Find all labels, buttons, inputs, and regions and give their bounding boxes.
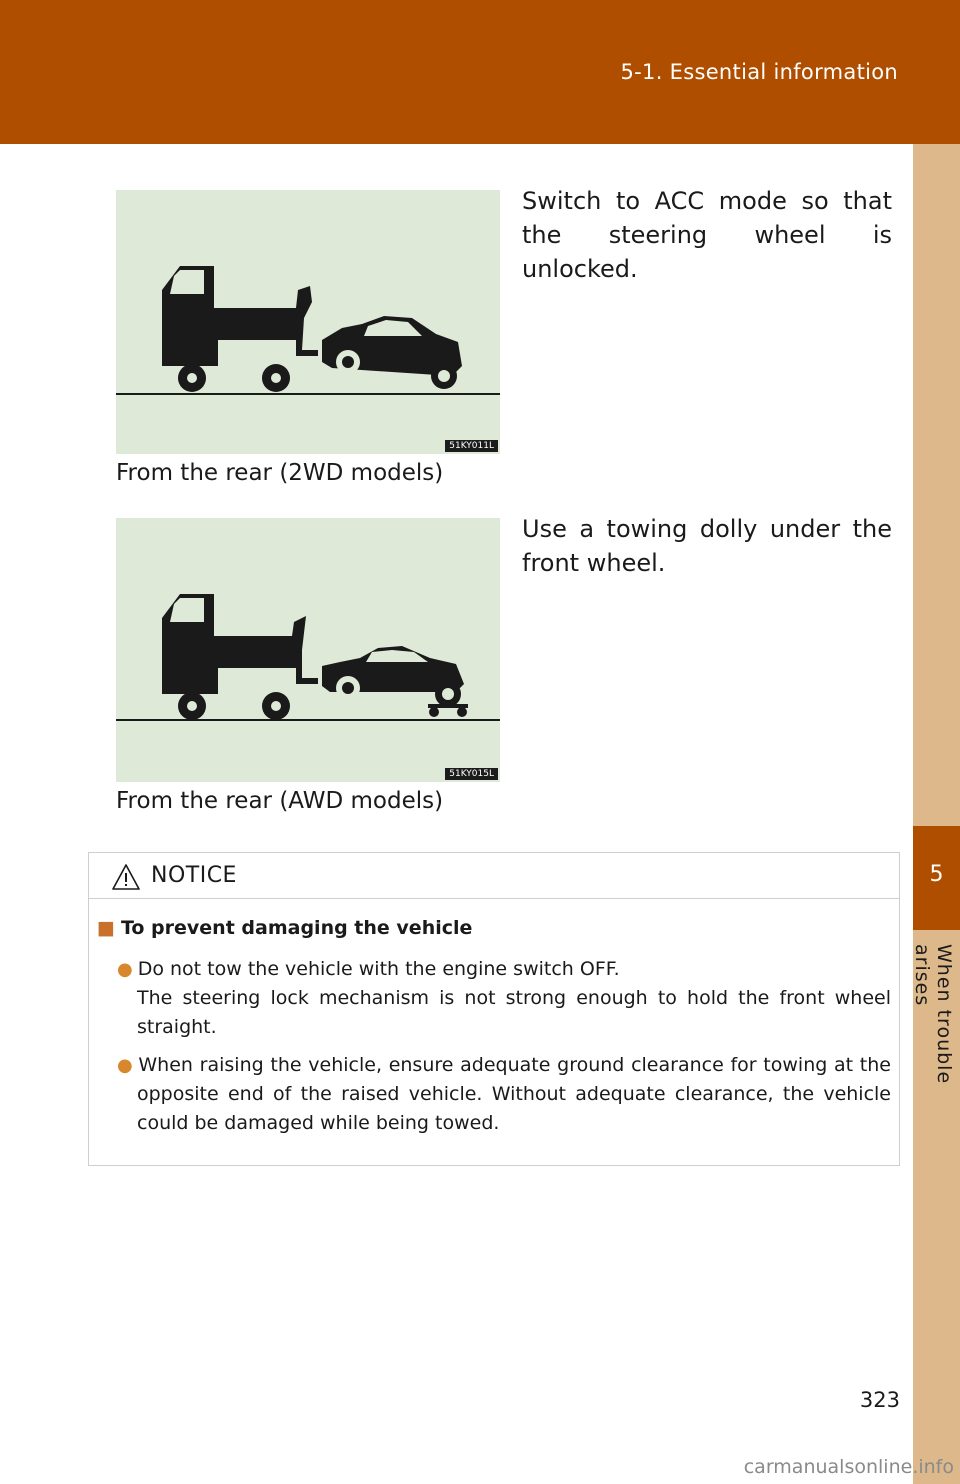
notice-bullet (117, 1051, 891, 1138)
figure-description-awd: Use a towing dolly under the front wheel. (522, 515, 892, 577)
tow-truck-illustration-2wd (116, 190, 500, 454)
round-bullet-icon: ● (117, 1055, 134, 1076)
watermark: carmanualsonline.info (743, 1456, 954, 1478)
notice-title: NOTICE (151, 863, 237, 888)
chapter-side-tab (913, 144, 960, 1484)
figure-tow-2wd (116, 190, 500, 454)
round-bullet-icon: ● (117, 959, 133, 980)
figure-caption-2wd: From the rear (2WD models) (116, 460, 444, 486)
figure-description-2wd: Switch to ACC mode so that the steering wheel is unlocked. (522, 187, 892, 283)
figure-caption-awd: From the rear (AWD models) (116, 788, 444, 814)
warning-triangle-icon (111, 863, 141, 891)
tow-truck-illustration-awd (116, 518, 500, 782)
figure-code: 51KY011L (445, 440, 498, 452)
notice-header (89, 853, 899, 899)
chapter-number: 5 (929, 862, 944, 887)
notice-bullet-continuation: The steering lock mechanism is not strong enough to hold the front wheel straight. (137, 987, 891, 1038)
chapter-label: When trouble arises (911, 944, 955, 1085)
notice-bullet (117, 955, 891, 1042)
notice-box (88, 852, 900, 1166)
notice-subheading (97, 917, 472, 939)
notice-bullet-text: When raising the vehicle, ensure adequate ground clearance for towing at the opposite end of the raised vehicle. Without adequate clearance, the vehicle could be damaged while being towed. (137, 1054, 891, 1134)
square-bullet-icon: ■ (97, 917, 115, 939)
notice-bullet-text: Do not tow the vehicle with the engine switch OFF. (137, 958, 620, 980)
figure-code: 51KY015L (445, 768, 498, 780)
section-title: 5-1. Essential information (620, 60, 898, 84)
figure-tow-awd (116, 518, 500, 782)
page-number: 323 (859, 1388, 900, 1412)
notice-subheading-text: To prevent damaging the vehicle (120, 917, 473, 939)
